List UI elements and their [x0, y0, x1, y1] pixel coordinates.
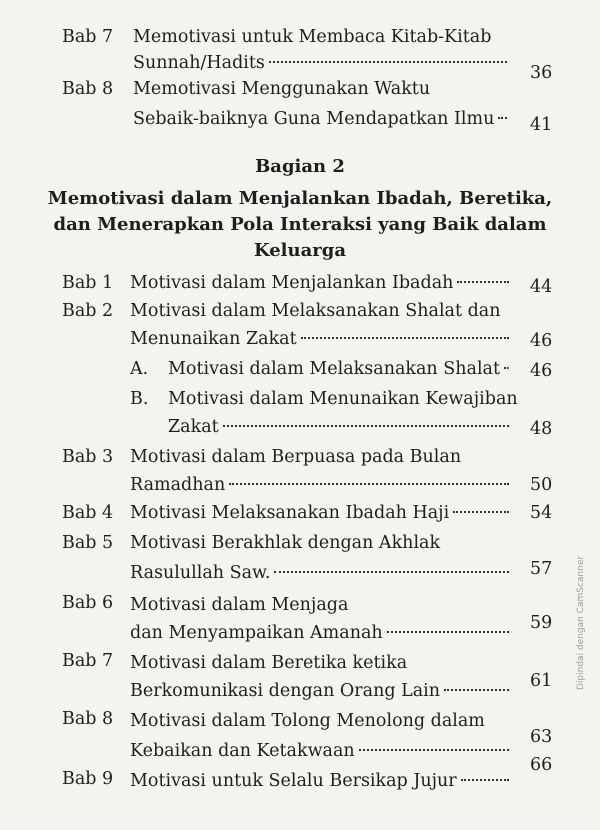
section-title-line1: Memotivasi dalam Menjalankan Ibadah, Beretika, [47, 188, 553, 209]
chapter-number: Bab 5 [62, 533, 114, 553]
chapter-number: Bab 7 [62, 651, 114, 671]
entry-title-line2: Menunaikan Zakat [130, 326, 515, 352]
entry-title-line1: Motivasi dalam Berpuasa pada Bulan [130, 447, 462, 467]
chapter-number: Bab 1 [62, 273, 114, 293]
chapter-number: Bab 6 [62, 593, 114, 613]
entry-title-line1: Motivasi dalam Menjalankan Ibadah [130, 270, 515, 296]
chapter-number: Bab 4 [62, 503, 114, 523]
entry-title-line2: Ramadhan [130, 472, 515, 498]
chapter-number: Bab 3 [62, 447, 114, 467]
entry-title-line2: Sunnah/Hadits [133, 50, 513, 76]
page-number: 50 [530, 475, 553, 495]
entry-title-line1: Motivasi Melaksanakan Ibadah Haji [130, 500, 515, 526]
subentry-label: A. [130, 359, 149, 379]
entry-title-line2: dan Menyampaikan Amanah [130, 620, 515, 646]
page-number: 46 [530, 361, 553, 381]
page-number: 44 [530, 277, 553, 297]
scanner-watermark: Dipindai dengan CamScanner [576, 555, 586, 690]
chapter-number: Bab 8 [62, 79, 114, 99]
chapter-number: Bab 9 [62, 769, 114, 789]
entry-title-line2: Rasulullah Saw. [130, 560, 515, 586]
subentry-title-line2: Zakat [168, 414, 515, 440]
page-number: 36 [530, 63, 553, 83]
section-label: Bagian 2 [255, 156, 345, 177]
subentry-title-line1: Motivasi dalam Menunaikan Kewajiban [168, 389, 518, 409]
entry-title-line2: Berkomunikasi dengan Orang Lain [130, 678, 515, 704]
page-number: 59 [530, 613, 553, 633]
section-title-line2: dan Menerapkan Pola Interaksi yang Baik dalam [53, 214, 547, 235]
page-number: 61 [530, 671, 553, 691]
page-number: 54 [530, 503, 553, 523]
entry-title-line2: Sebaik-baiknya Guna Mendapatkan Ilmu [133, 106, 513, 132]
page-number: 41 [530, 115, 553, 135]
page-number: 63 [530, 727, 553, 747]
entry-title-line1: Motivasi dalam Menjaga [130, 595, 349, 615]
subentry-label: B. [130, 389, 149, 409]
entry-title-line1: Motivasi dalam Beretika ketika [130, 653, 408, 673]
entry-title-line1: Motivasi dalam Tolong Menolong dalam [130, 711, 485, 731]
entry-title-line1: Motivasi dalam Melaksanakan Shalat dan [130, 301, 501, 321]
entry-title-line1: Memotivasi untuk Membaca Kitab-Kitab [133, 27, 492, 47]
section-title-line3: Keluarga [253, 240, 347, 261]
chapter-number: Bab 2 [62, 301, 114, 321]
page-number: 57 [530, 559, 553, 579]
subentry-title-line1: Motivasi dalam Melaksanakan Shalat [168, 356, 515, 382]
chapter-number: Bab 8 [62, 709, 114, 729]
page-number: 66 [530, 755, 553, 775]
chapter-number: Bab 7 [62, 27, 114, 47]
entry-title-line1: Motivasi Berakhlak dengan Akhlak [130, 533, 441, 553]
entry-title-line2: Kebaikan dan Ketakwaan [130, 738, 515, 764]
page-number: 46 [530, 331, 553, 351]
page-number: 48 [530, 419, 553, 439]
entry-title-line1: Memotivasi Menggunakan Waktu [133, 79, 431, 99]
entry-title-line1: Motivasi untuk Selalu Bersikap Jujur [130, 768, 515, 794]
